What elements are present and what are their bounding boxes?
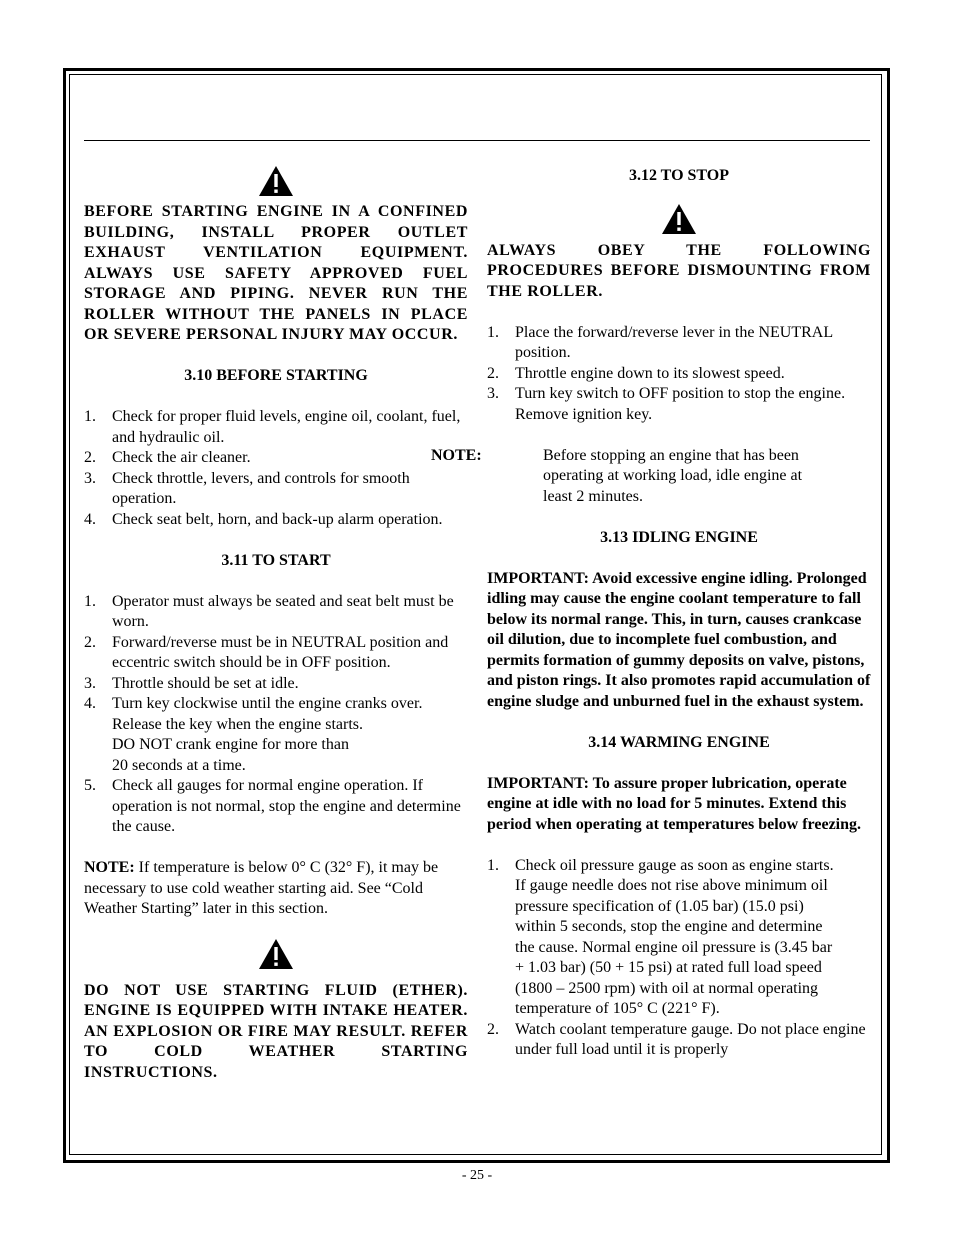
list-text: Throttle engine down to its slowest speed. — [515, 364, 785, 382]
list-num: 3. — [84, 469, 96, 487]
list-num: 1. — [487, 856, 499, 874]
note-text: If temperature is below 0° C (32° F), it may be necessary to use cold weather starting aid. See “Cold Weather Starting” later in this section. — [84, 859, 439, 917]
right-column — [431, 160, 871, 1061]
heading-3-13: 3.13 IDLING ENGINE — [600, 528, 758, 546]
list-text: Check all gauges for normal engine operation. If operation is not normal, stop the engine and determine the cause. — [112, 777, 461, 835]
list-item — [84, 694, 468, 735]
list-text: Check throttle, levers, and controls for smooth operation. — [112, 469, 410, 507]
list-text: Turn key clockwise until the engine cranks over. Release the key when the engine starts. — [112, 695, 423, 733]
list-num: 3. — [487, 385, 499, 402]
list-item — [84, 510, 468, 531]
warning-dismounting: ALWAYS OBEY THE FOLLOWING PROCEDURES BEFORE DISMOUNTING FROM THE ROLLER. — [487, 241, 871, 300]
list-num: 2. — [487, 364, 499, 382]
note-cold-weather — [84, 858, 468, 920]
note-text: Before stopping an engine that has been operating at working load, idle engine at least 2 minutes. — [543, 446, 803, 505]
list-item-continuation — [84, 735, 468, 776]
list-num: 4. — [84, 695, 96, 712]
list-item — [487, 856, 871, 1020]
list-text: Check the air cleaner. — [112, 449, 251, 466]
list-to-stop — [487, 323, 871, 426]
list-text: Place the forward/reverse lever in the NEUTRAL position. — [515, 323, 833, 361]
list-num: 2. — [84, 449, 96, 466]
list-text: DO NOT crank engine for more than 20 seconds at a time. — [112, 736, 349, 774]
list-warming-engine — [487, 856, 871, 1061]
list-num: 4. — [84, 510, 96, 528]
list-item — [84, 469, 468, 510]
heading-3-11: 3.11 TO START — [221, 551, 331, 569]
note-idle-before-stop — [431, 446, 871, 508]
list-item — [84, 448, 468, 469]
list-text: Check for proper fluid levels, engine oil, coolant, fuel, and hydraulic oil. — [112, 408, 461, 446]
warning-icon-3-wrap — [487, 201, 871, 237]
list-item — [487, 364, 871, 385]
heading-3-10: 3.10 BEFORE STARTING — [184, 367, 368, 384]
heading-3-14: 3.14 WARMING ENGINE — [588, 733, 770, 751]
header-rule — [84, 140, 870, 141]
important-warming: IMPORTANT: To assure proper lubrication, operate engine at idle with no load for 5 minutes. Extend this period when operating at temperatures below freezing. — [487, 774, 862, 833]
list-item — [487, 384, 871, 425]
warning-icon-2-wrap — [84, 936, 468, 972]
list-text: Turn key switch to OFF position to stop the engine. Remove ignition key. — [515, 385, 846, 423]
list-to-start — [84, 592, 468, 838]
important-idling: IMPORTANT: Avoid excessive engine idling. Prolonged idling may cause the engine coolant temperature to fall below its normal range. This, in turn, causes crankcase oil dilution, due to incomplete fuel combustion, and permits formation of gummy deposits on valve, pistons, and piston rings. It also promotes rapid accumulation of engine sludge and unburned fuel in the exhaust system. — [487, 569, 871, 710]
list-text: Forward/reverse must be in NEUTRAL position and eccentric switch should be in OFF position. — [112, 633, 449, 671]
list-text: Check seat belt, horn, and back-up alarm operation. — [112, 510, 443, 528]
list-item — [84, 592, 468, 633]
list-num: 5. — [84, 777, 96, 794]
list-item — [84, 407, 468, 448]
warning-icon — [258, 165, 294, 197]
list-num: 3. — [84, 674, 96, 692]
list-text: Check oil pressure gauge as soon as engine starts. If gauge needle does not rise above minimum oil pressure specification of (1.05 bar) (15.0 psi) within 5 seconds, stop the engine and determine the cause. Normal engine oil pressure is (3.45 bar + 1.03 bar) (50 + 15 psi) at rated full load speed (1800 – 2500 rpm) with oil at normal operating temperature of 105° C (221° F). — [515, 856, 834, 1017]
list-num: 2. — [84, 633, 96, 651]
list-num: 1. — [84, 592, 96, 610]
warning-confined-building: BEFORE STARTING ENGINE IN A CONFINED BUILDING, INSTALL PROPER OUTLET EXHAUST VENTILATION EQUIPMENT. ALWAYS USE SAFETY APPROVED FUEL STORAGE AND PIPING. NEVER RUN THE ROLLER WITHOUT THE PANELS IN PLACE OR SEVERE PERSONAL INJURY MAY OCCUR. — [84, 203, 468, 343]
note-label: NOTE: — [84, 859, 135, 876]
heading-3-12: 3.12 TO STOP — [628, 167, 730, 184]
warning-icon-1-wrap — [84, 160, 468, 202]
list-text: Watch coolant temperature gauge. Do not place engine under full load until it is properly — [515, 1020, 866, 1058]
list-text: Throttle should be set at idle. — [112, 674, 299, 692]
left-column — [84, 160, 468, 1083]
list-before-starting — [84, 407, 468, 530]
warning-icon — [258, 938, 294, 970]
list-num: 1. — [84, 408, 96, 425]
list-num: 1. — [487, 323, 499, 341]
list-num: 2. — [487, 1020, 499, 1038]
note-label: NOTE: — [431, 446, 482, 464]
list-item — [84, 633, 468, 674]
page-number: - 25 - — [461, 1168, 493, 1183]
list-text: Operator must always be seated and seat belt must be worn. — [112, 592, 454, 630]
warning-icon — [661, 203, 697, 235]
list-item — [487, 1020, 871, 1061]
list-item — [487, 323, 871, 364]
warning-starting-fluid: DO NOT USE STARTING FLUID (ETHER). ENGINE IS EQUIPPED WITH INTAKE HEATER. AN EXPLOSION OR FIRE MAY RESULT. REFER TO COLD WEATHER STARTING INSTRUCTIONS. — [84, 981, 468, 1081]
list-item — [84, 674, 468, 695]
list-item — [84, 776, 468, 838]
